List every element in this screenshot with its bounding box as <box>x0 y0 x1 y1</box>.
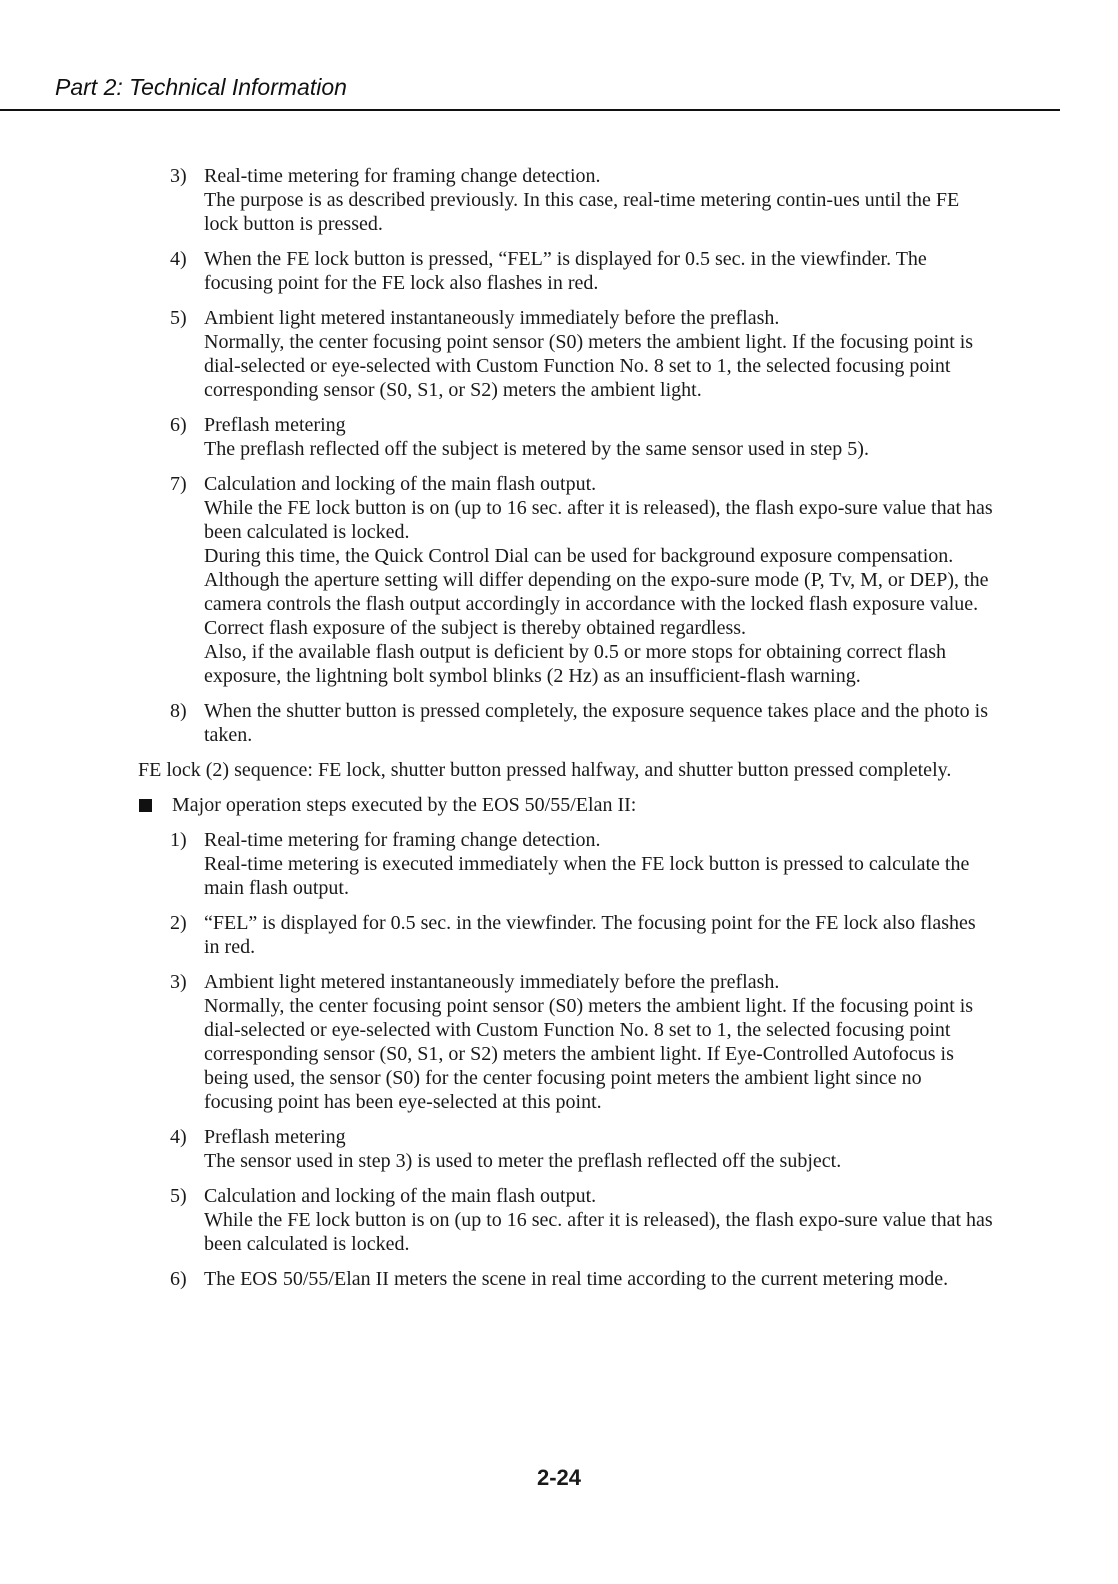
list-item <box>0 828 1118 900</box>
list-item-line: Calculation and locking of the main flash output. <box>204 1185 597 1207</box>
bullet-square-icon <box>139 799 152 812</box>
list-item <box>0 306 1118 402</box>
list-item-line: Normally, the center focusing point sensor (S0) meters the ambient light. If the focusing point is dial-selected or eye-selected with Custom Function No. 8 set to 1, the selected focusing point corresponding sensor (S0, S1, or S2) meters the ambient light. If Eye-Controlled Autofocus is being used, the sensor (S0) for the center focusing point meters the ambient light since no focusing point has been eye-selected at this point. <box>204 995 974 1113</box>
list-item-body <box>204 1267 994 1291</box>
list-item-body <box>204 1184 994 1256</box>
list-item-line: Ambient light metered instantaneously immediately before the preflash. <box>204 307 780 329</box>
list-item-line: Preflash metering <box>204 414 346 436</box>
list-item-line: During this time, the Quick Control Dial can be used for background exposure compensation. Although the aperture setting will differ depending on the expo-sure mode (P, Tv, M, or DEP), the camera controls the flash output accordingly in accordance with the locked flash exposure value. Correct flash exposure of the subject is thereby obtained regardless. <box>204 545 989 639</box>
list-item-body <box>204 970 994 1114</box>
list-item <box>0 413 1118 461</box>
list-item-number: 6) <box>170 414 187 436</box>
list-item-number: 3) <box>170 165 187 187</box>
list-item-line: Normally, the center focusing point sensor (S0) meters the ambient light. If the focusing point is dial-selected or eye-selected with Custom Function No. 8 set to 1, the selected focusing point corresponding sensor (S0, S1, or S2) meters the ambient light. <box>204 331 974 401</box>
list-item-line: When the FE lock button is pressed, “FEL” is displayed for 0.5 sec. in the viewfinder. The focusing point for the FE lock also flashes in red. <box>204 248 927 294</box>
list-item-line: While the FE lock button is on (up to 16 sec. after it is released), the flash expo-sure value that has been calculated is locked. <box>204 1209 993 1255</box>
list-item <box>0 1184 1118 1256</box>
list-item-line: “FEL” is displayed for 0.5 sec. in the viewfinder. The focusing point for the FE lock also flashes in red. <box>204 912 976 958</box>
list-item-number: 4) <box>170 1126 187 1148</box>
list-item-line: The EOS 50/55/Elan II meters the scene in real time according to the current metering mode. <box>204 1268 949 1290</box>
fe-lock-2-sequence-text: FE lock (2) sequence: FE lock, shutter button pressed halfway, and shutter button pressed completely. <box>138 759 952 781</box>
list-item-line: While the FE lock button is on (up to 16 sec. after it is released), the flash expo-sure value that has been calculated is locked. <box>204 497 993 543</box>
list-item <box>0 1125 1118 1173</box>
page-content <box>0 164 1118 1302</box>
list-item <box>0 1267 1118 1291</box>
list-item <box>0 247 1118 295</box>
steps-list-fe-lock-1 <box>0 164 1118 747</box>
list-item-line: The sensor used in step 3) is used to meter the preflash reflected off the subject. <box>204 1150 842 1172</box>
list-item <box>0 970 1118 1114</box>
list-item <box>0 699 1118 747</box>
list-item-number: 3) <box>170 971 187 993</box>
list-item-line: Preflash metering <box>204 1126 346 1148</box>
list-item-number: 6) <box>170 1268 187 1290</box>
list-item <box>0 164 1118 236</box>
list-item-line: Real-time metering for framing change detection. <box>204 165 601 187</box>
list-item-body <box>204 164 994 236</box>
list-item-number: 1) <box>170 829 187 851</box>
list-item-body <box>204 911 994 959</box>
list-item-number: 5) <box>170 1185 187 1207</box>
header-rule <box>0 109 1060 111</box>
list-item-body <box>204 247 994 295</box>
list-item-line: Also, if the available flash output is deficient by 0.5 or more stops for obtaining correct flash exposure, the lightning bolt symbol blinks (2 Hz) as an insufficient-flash warning. <box>204 641 947 687</box>
steps-list-eos-50 <box>0 828 1118 1291</box>
list-item-body <box>204 472 994 688</box>
list-item-number: 4) <box>170 248 187 270</box>
bullet-heading-text: Major operation steps executed by the EOS 50/55/Elan II: <box>172 794 637 816</box>
list-item-line: Real-time metering for framing change detection. <box>204 829 601 851</box>
list-item-body <box>204 828 994 900</box>
list-item-number: 5) <box>170 307 187 329</box>
list-item-number: 2) <box>170 912 187 934</box>
list-item-line: Real-time metering is executed immediately when the FE lock button is pressed to calculate the main flash output. <box>204 853 970 899</box>
list-item-line: The purpose is as described previously. In this case, real-time metering contin-ues until the FE lock button is pressed. <box>204 189 960 235</box>
page-number: 2-24 <box>536 1465 582 1490</box>
page-header-title: Part 2: Technical Information <box>55 74 347 100</box>
bullet-heading <box>0 793 1118 817</box>
list-item-body <box>204 1125 994 1173</box>
list-item <box>0 472 1118 688</box>
list-item-line: When the shutter button is pressed completely, the exposure sequence takes place and the photo is taken. <box>204 700 989 746</box>
list-item-number: 8) <box>170 700 187 722</box>
list-item-number: 7) <box>170 473 187 495</box>
list-item-body <box>204 306 994 402</box>
list-item <box>0 911 1118 959</box>
list-item-body <box>204 699 994 747</box>
list-item-line: The preflash reflected off the subject is metered by the same sensor used in step 5). <box>204 438 869 460</box>
list-item-line: Ambient light metered instantaneously immediately before the preflash. <box>204 971 780 993</box>
list-item-line: Calculation and locking of the main flash output. <box>204 473 597 495</box>
list-item-body <box>204 413 994 461</box>
